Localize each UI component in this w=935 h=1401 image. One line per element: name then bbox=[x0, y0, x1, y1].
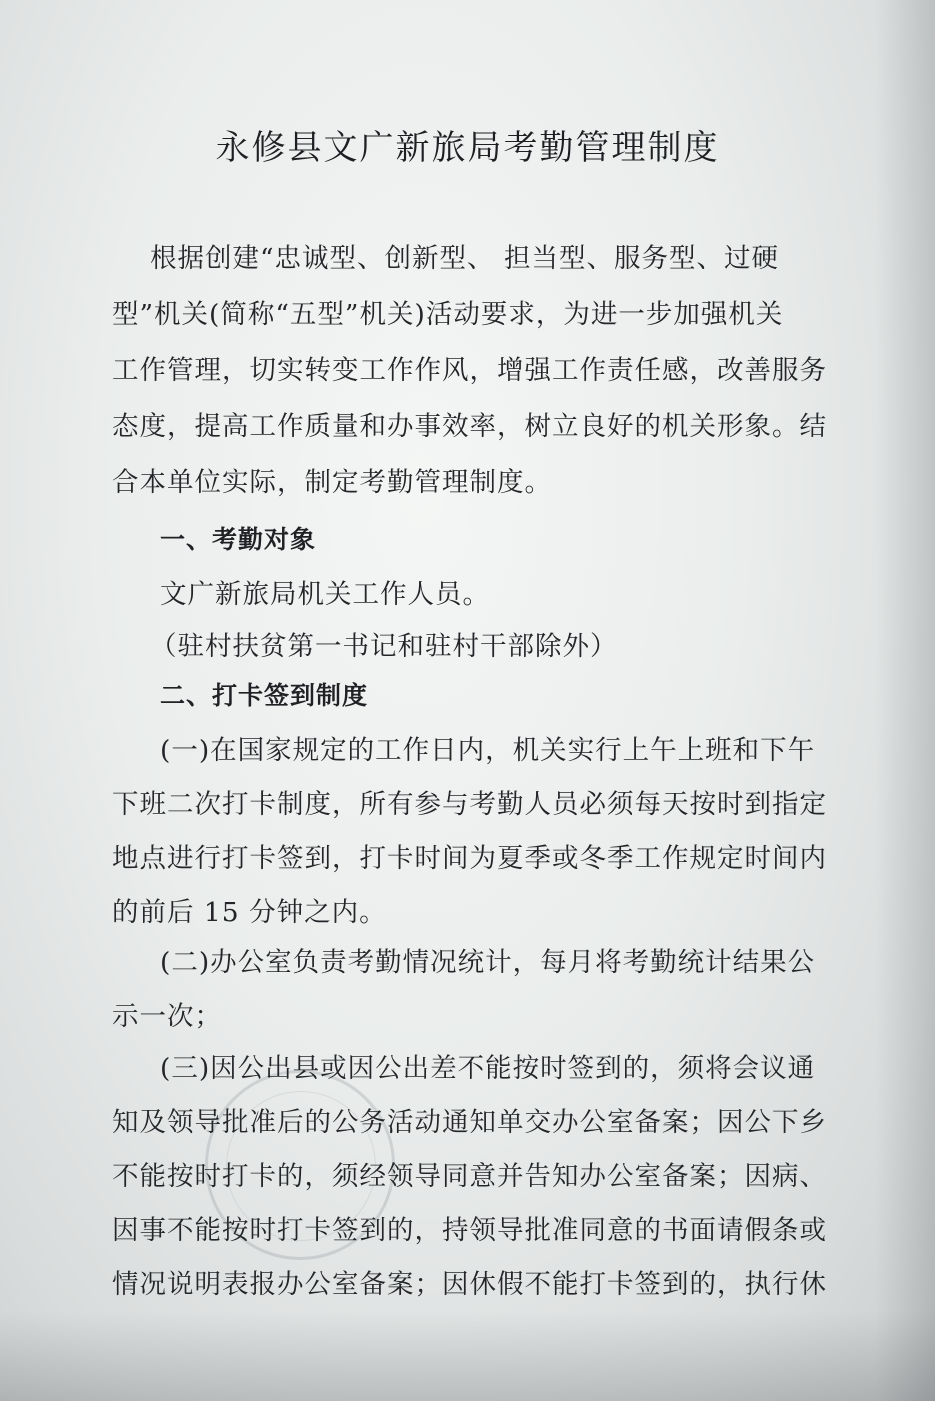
intro-line-2: 型”机关(简称“五型”机关)活动要求，为进一步加强机关 bbox=[112, 299, 784, 330]
item-1-line-1: (一)在国家规定的工作日内，机关实行上午上班和下午 bbox=[160, 735, 816, 766]
item-3-line-4: 因事不能按时打卡签到的，持领导批准同意的书面请假条或 bbox=[112, 1215, 827, 1246]
intro-line-3: 工作管理，切实转变工作作风，增强工作责任感，改善服务 bbox=[112, 355, 827, 386]
section-1-line-2: （驻村扶贫第一书记和驻村干部除外） bbox=[150, 631, 618, 662]
item-2-line-2: 示一次； bbox=[112, 1001, 222, 1032]
intro-line-5: 合本单位实际，制定考勤管理制度。 bbox=[112, 467, 552, 498]
section-1-heading: 一、考勤对象 bbox=[160, 525, 317, 554]
item-3-line-1: (三)因公出县或因公出差不能按时签到的，须将会议通 bbox=[160, 1053, 816, 1084]
item-3-line-3: 不能按时打卡的，须经领导同意并告知办公室备案；因病、 bbox=[112, 1161, 827, 1192]
section-2-heading: 二、打卡签到制度 bbox=[160, 681, 369, 710]
section-1-line-1: 文广新旅局机关工作人员。 bbox=[160, 579, 490, 610]
intro-line-1: 根据创建“忠诚型、创新型、 担当型、服务型、过硬 bbox=[150, 243, 779, 274]
item-1-line-3: 地点进行打卡签到，打卡时间为夏季或冬季工作规定时间内 bbox=[112, 843, 827, 874]
item-3-line-5: 情况说明表报办公室备案；因休假不能打卡签到的，执行休 bbox=[112, 1269, 827, 1300]
page-edge-shadow-right bbox=[875, 0, 935, 1401]
page-edge-shadow-bottom bbox=[0, 1311, 935, 1401]
intro-line-4: 态度，提高工作质量和办事效率，树立良好的机关形象。结 bbox=[112, 411, 827, 442]
item-1-line-4: 的前后 15 分钟之内。 bbox=[112, 897, 387, 928]
item-1-line-2: 下班二次打卡制度，所有参与考勤人员必须每天按时到指定 bbox=[112, 789, 827, 820]
item-2-line-1: (二)办公室负责考勤情况统计，每月将考勤统计结果公 bbox=[160, 947, 816, 978]
item-3-line-2: 知及领导批准后的公务活动通知单交办公室备案；因公下乡 bbox=[112, 1107, 827, 1138]
document-title: 永修县文广新旅局考勤管理制度 bbox=[215, 128, 720, 168]
